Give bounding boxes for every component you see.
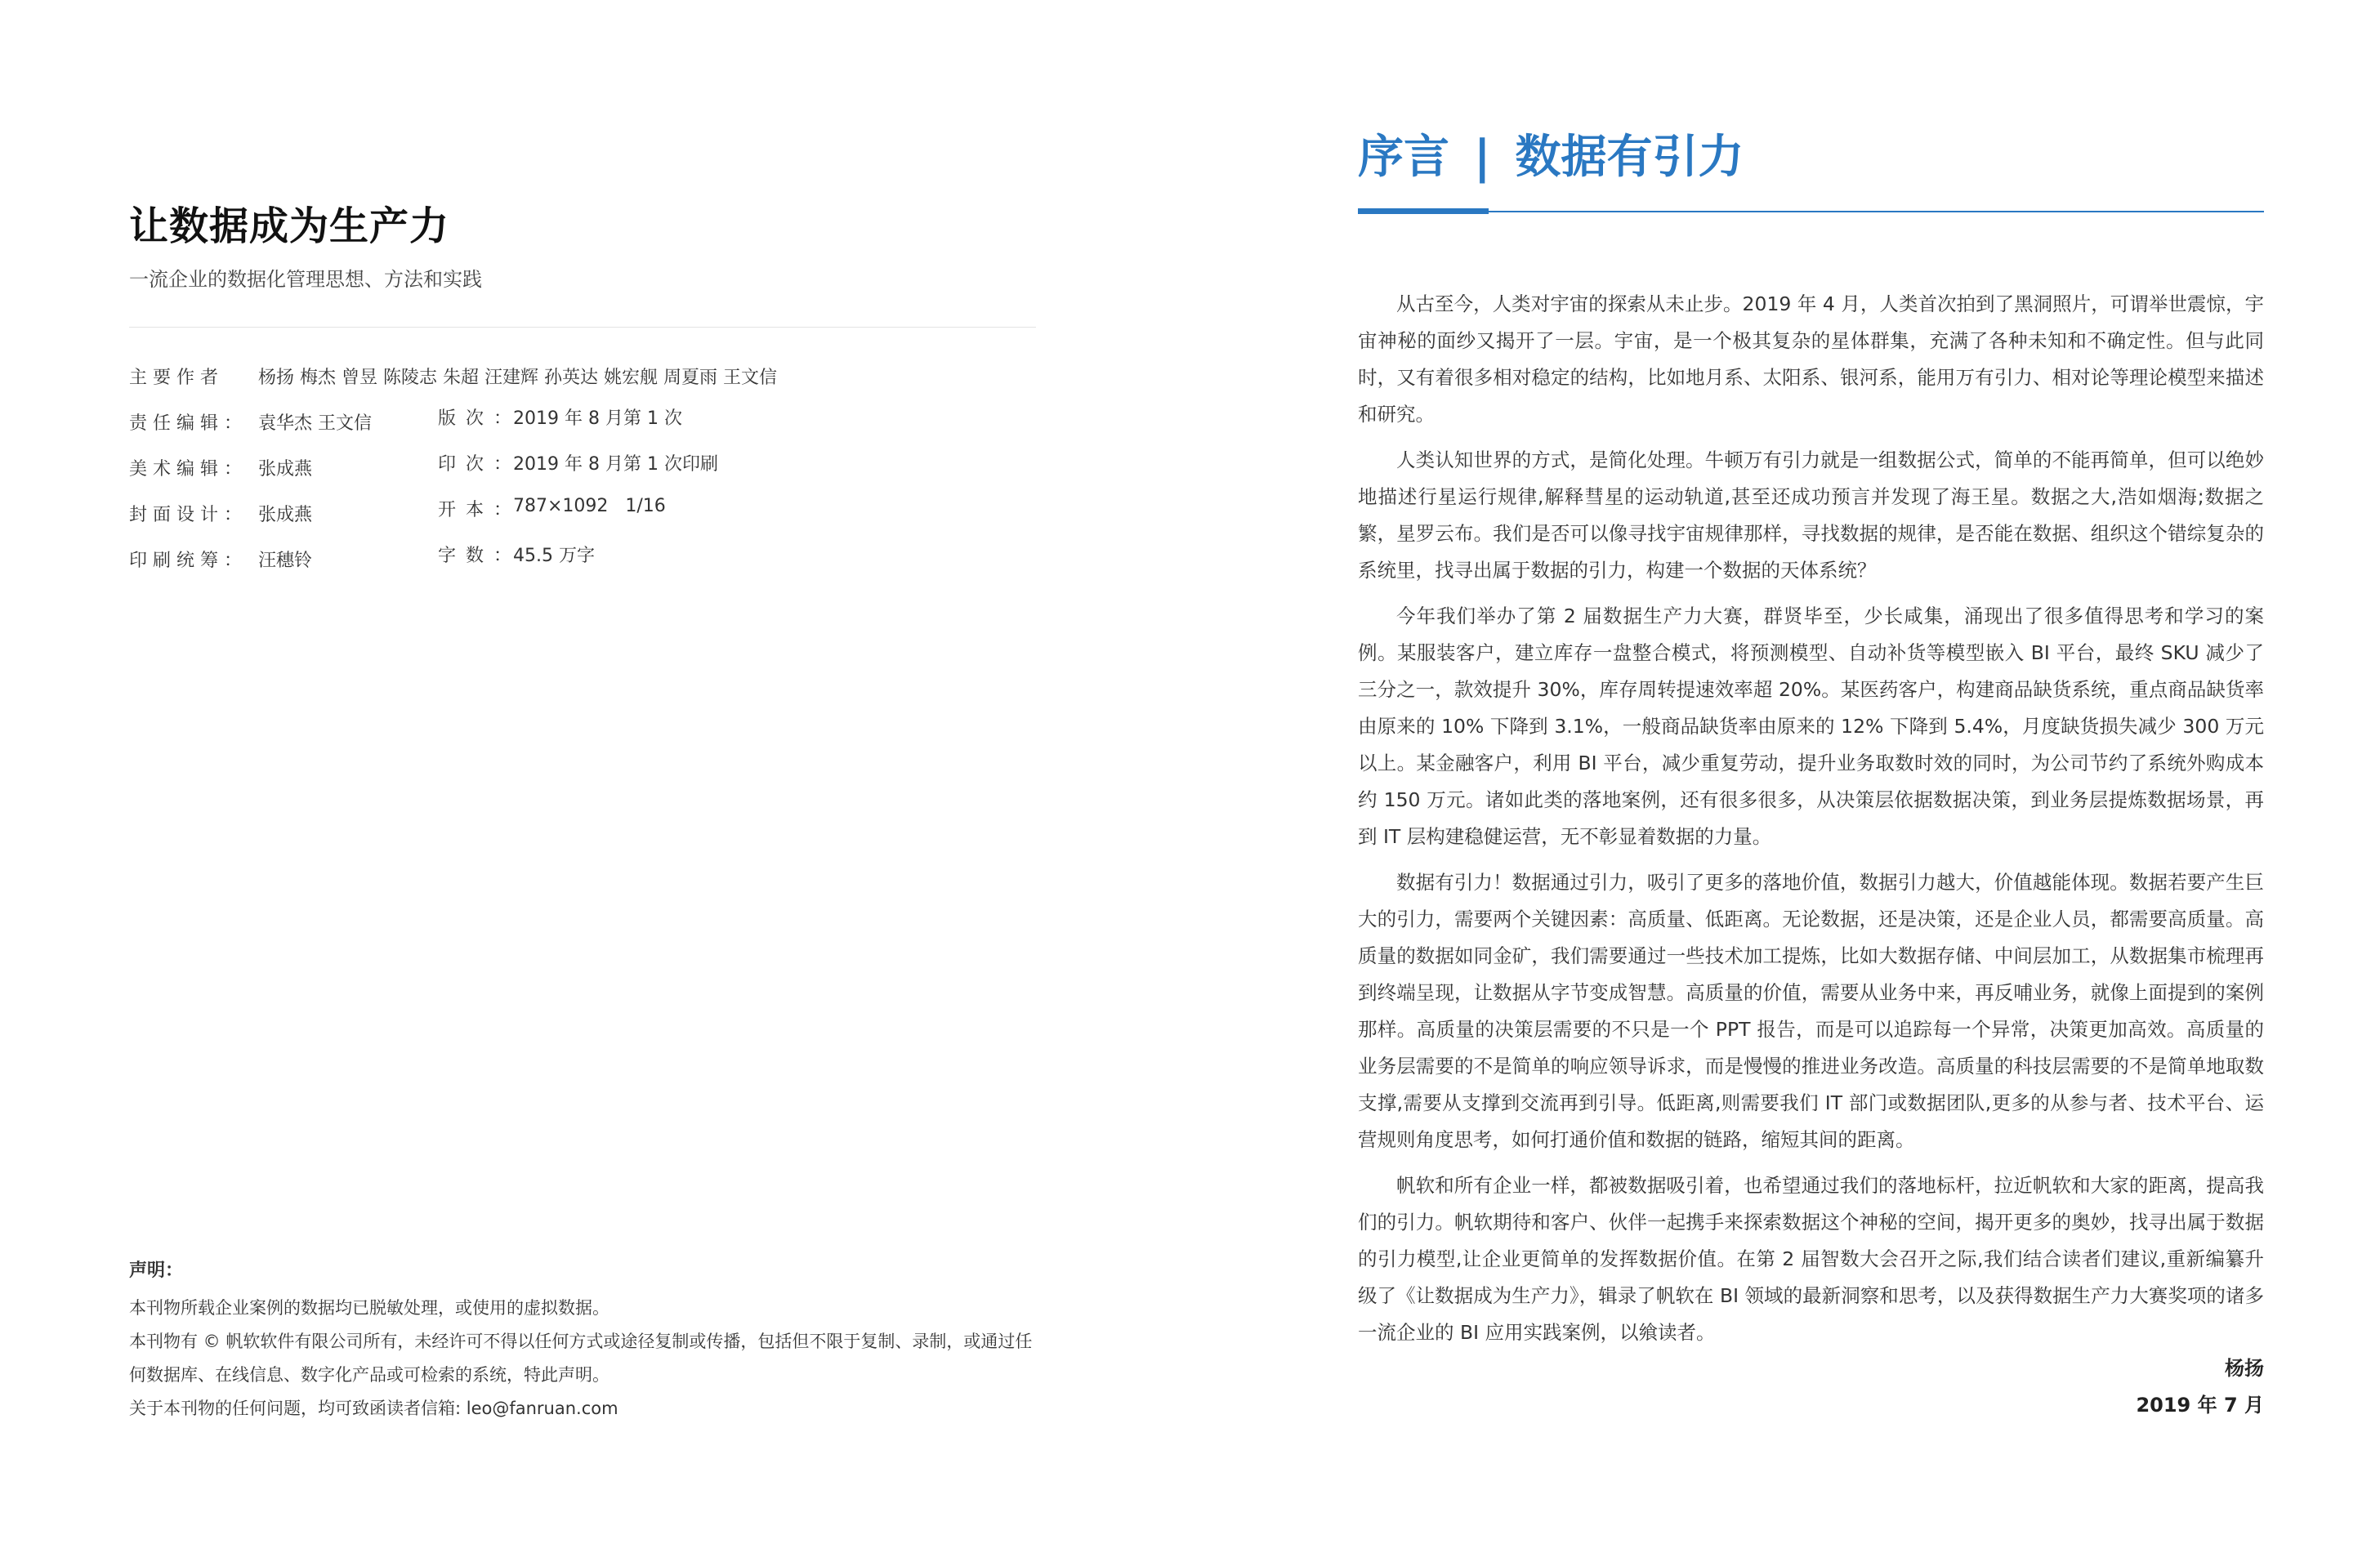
- credit-value: 45.5 万字: [513, 546, 595, 566]
- notice-line: 本刊物有 © 帆软软件有限公司所有，未经许可不得以任何方式或途径复制或传播，包括但不限于复制、录制，或通过任何数据库、在线信息、数字化产品或可检索的系统，特此声明。: [129, 1332, 1033, 1385]
- notice-line: 本刊物所载企业案例的数据均已脱敏处理，或使用的虚拟数据。: [129, 1298, 610, 1318]
- preface-paragraph: 今年我们举办了第 2 届数据生产力大赛，群贤毕至，少长咸集，涌现出了很多值得思考和学习的案例。某服装客户，建立库存一盘整合模式，将预测模型、自动补货等模型嵌入 BI 平台，最终 SKU 减少了三分之一，款效提升 30%，库存周转提速效率超 20%。某医药客户，构建商品缺货系统，重点商品缺货率由原来的 10% 下降到 3.1%，一般商品缺货率由原来的 12% 下降到 5.4%，月度缺货损失减少 300 万元以上。某金融客户，利用 BI 平台，减少重复劳动，提升业务取数时效的同时，为公司节约了系统外购成本约 150 万元。诸如此类的落地案例，还有很多很多，从决策层依据数据决策，到业务层提炼数据场景，再到 IT 层构建稳健运营，无不彰显着数据的力量。: [1358, 605, 2264, 848]
- credit-value: 杨扬 梅杰 曾昱 陈陵志 朱超 汪建辉 孙英达 姚宏舰 周夏雨 王文信: [258, 368, 777, 388]
- credit-value: 袁华杰 王文信: [258, 413, 372, 434]
- preface-title: 数据有引力: [1515, 131, 1744, 184]
- preface-paragraph: 从古至今，人类对宇宙的探索从未止步。2019 年 4 月，人类首次拍到了黑洞照片，可谓举世震惊，宇宙神秘的面纱又揭开了一层。宇宙，是一个极其复杂的星体群集，充满了各种未知和不确定性。但与此同时，又有着很多相对稳定的结构，比如地月系、太阳系、银河系，能用万有引力、相对论等理论模型来描述和研究。: [1358, 292, 2264, 426]
- credit-value: 2019 年 8 月第 1 次: [513, 408, 682, 429]
- preface-body: [1358, 286, 2264, 1360]
- copyright-notice: [129, 1256, 1036, 1426]
- credit-label: 责任编辑：: [129, 413, 248, 434]
- heading-rule-accent: [1358, 208, 1489, 214]
- preface-paragraph: 帆软和所有企业一样，都被数据吸引着，也希望通过我们的落地标杆，拉近帆软和大家的距离，提高我们的引力。帆软期待和客户、伙伴一起携手来探索数据这个神秘的空间，揭开更多的奥妙，找寻出属于数据的引力模型,让企业更简单的发挥数据价值。在第 2 届智数大会召开之际,我们结合读者们建议,重新编纂升级了《让数据成为生产力》，辑录了帆软在 BI 领域的最新洞察和思考，以及获得数据生产力大赛奖项的诸多一流企业的 BI 应用实践案例，以飨读者。: [1358, 1174, 2264, 1344]
- preface-paragraph: 数据有引力！数据通过引力，吸引了更多的落地价值，数据引力越大，价值越能体现。数据若要产生巨大的引力，需要两个关键因素：高质量、低距离。无论数据，还是决策，还是企业人员，都需要高质量。高质量的数据如同金矿，我们需要通过一些技术加工提炼，比如大数据存储、中间层加工，从数据集市梳理再到终端呈现，让数据从字节变成智慧。高质量的价值，需要从业务中来，再反哺业务，就像上面提到的案例那样。高质量的决策层需要的不只是一个 PPT 报告，而是可以追踪每一个异常，决策更加高效。高质量的业务层需要的不是简单的响应领导诉求，而是慢慢的推进业务改造。高质量的科技层需要的不是简单地取数支撑,需要从支撑到交流再到引导。低距离,则需要我们 IT 部门或数据团队,更多的从参与者、技术平台、运营规则角度思考，如何打通价值和数据的链路，缩短其间的距离。: [1358, 871, 2264, 1151]
- credit-value: 787×1092 1/16: [513, 496, 666, 516]
- title-divider: [129, 327, 1036, 328]
- credit-label: 版次：: [438, 408, 522, 429]
- credit-label: 印刷统筹：: [129, 551, 248, 571]
- preface-label: 序言: [1358, 131, 1449, 184]
- credit-value: 张成燕: [258, 459, 313, 480]
- right-page: [1190, 0, 2380, 1544]
- credit-value: 张成燕: [258, 505, 313, 525]
- signature-name: 杨扬: [2225, 1357, 2264, 1380]
- credit-value: 汪穗铃: [258, 551, 313, 571]
- preface-heading: [1358, 121, 1744, 186]
- credit-label: 美术编辑：: [129, 459, 248, 480]
- credit-label: 字数：: [438, 546, 522, 566]
- heading-rule: [1358, 211, 2264, 212]
- credit-label: 主要作者: [129, 368, 225, 388]
- book-subtitle: 一流企业的数据化管理思想、方法和实践: [129, 268, 482, 291]
- notice-line: 关于本刊物的任何问题，均可致函读者信箱: leo@fanruan.com: [129, 1399, 618, 1418]
- credit-label: 开本：: [438, 500, 522, 520]
- preface-paragraph: 人类认知世界的方式，是简化处理。牛顿万有引力就是一组数据公式，简单的不能再简单，但可以绝妙地描述行星运行规律,解释彗星的运动轨道,甚至还成功预言并发现了海王星。数据之大,浩如烟海;数据之繁，星罗云布。我们是否可以像寻找宇宙规律那样，寻找数据的规律，是否能在数据、组织这个错综复杂的系统里，找寻出属于数据的引力，构建一个数据的天体系统？: [1358, 448, 2264, 582]
- heading-separator: |: [1474, 131, 1491, 184]
- signature-date: 2019 年 7 月: [2136, 1394, 2264, 1417]
- credit-value: 2019 年 8 月第 1 次印刷: [513, 454, 718, 475]
- credit-label: 印次：: [438, 454, 522, 475]
- credit-label: 封面设计：: [129, 505, 248, 525]
- notice-title: 声明：: [129, 1261, 184, 1281]
- book-title: 让数据成为生产力: [129, 203, 450, 249]
